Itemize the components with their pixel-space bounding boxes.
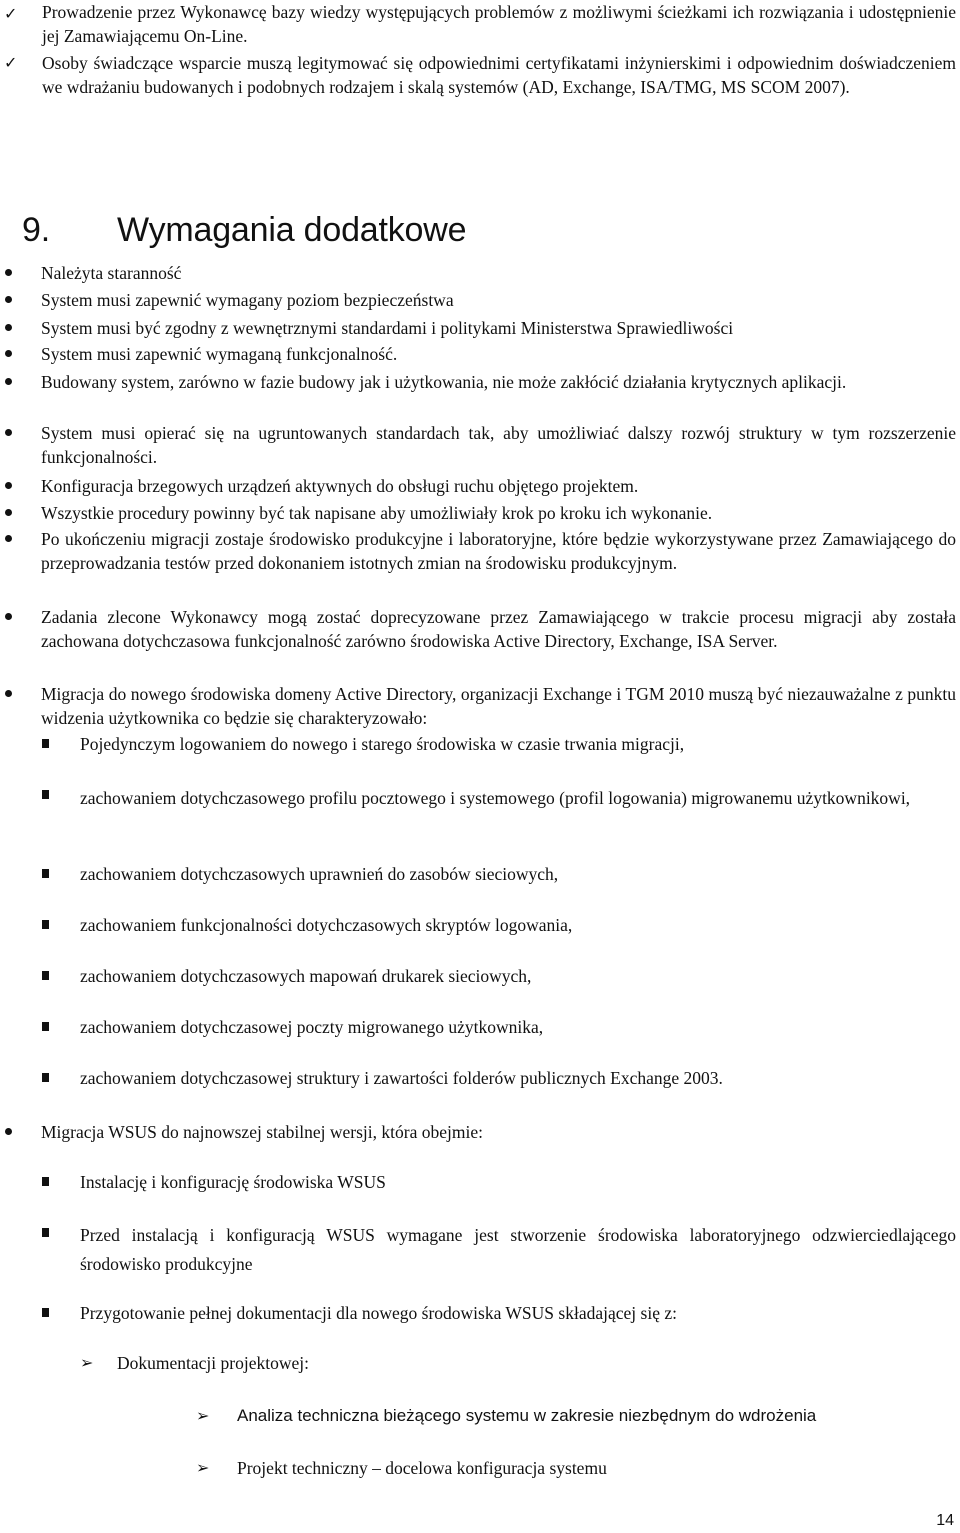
square-bullet-icon bbox=[42, 790, 49, 799]
bullet-text: Wszystkie procedury powinny być tak napisane aby umożliwiały krok po kroku ich wykonanie. bbox=[41, 503, 713, 523]
bullet-text: Migracja do nowego środowiska domeny Active Directory, organizacji Exchange i TGM 2010 muszą być niezauważalne z punktu widzenia użytkownika co będzie się charakteryzowało: bbox=[41, 684, 956, 728]
page-number: 14 bbox=[936, 1512, 954, 1529]
bullet-text: System musi opierać się na ugruntowanych standardach tak, aby umożliwiać dalszy rozwój struktury w tym rozszerzenie funkcjonalności. bbox=[41, 423, 956, 467]
sub-bullet-text: zachowaniem dotychczasowej struktury i zawartości folderów publicznych Exchange 2003. bbox=[80, 1068, 723, 1088]
bullet-icon bbox=[5, 613, 12, 620]
sub-bullet-text: zachowaniem dotychczasowej poczty migrowanego użytkownika, bbox=[80, 1017, 544, 1037]
bullet-text: Zadania zlecone Wykonawcy mogą zostać doprecyzowane przez Zamawiającego w trakcie procesu migracji aby została zachowana dotychczasowa funkcjonalność zarówno środowiska Active Directory, Exchange, ISA Server. bbox=[41, 607, 956, 651]
square-bullet-icon bbox=[42, 739, 49, 748]
bullet-text: Budowany system, zarówno w fazie budowy jak i użytkowania, nie może zakłócić działania krytycznych aplikacji. bbox=[41, 372, 847, 392]
sub-bullet-text: Przed instalacją i konfiguracją WSUS wymagane jest stworzenie środowiska laboratoryjnego odzwierciedlającego środowisko produkcyjne bbox=[80, 1225, 956, 1274]
sub-bullet-text: Instalację i konfigurację środowiska WSUS bbox=[80, 1172, 386, 1192]
square-bullet-icon bbox=[42, 971, 49, 980]
arrow-bullet-icon: ➢ bbox=[196, 1458, 210, 1477]
bullet-icon bbox=[5, 1128, 12, 1135]
bullet-text: Należyta staranność bbox=[41, 263, 182, 283]
square-bullet-icon bbox=[42, 869, 49, 878]
bullet-icon bbox=[5, 429, 12, 436]
checkmark-icon: ✓ bbox=[4, 4, 18, 23]
bullet-text: System musi zapewnić wymagany poziom bezpieczeństwa bbox=[41, 290, 454, 310]
section-title: Wymagania dodatkowe bbox=[117, 211, 467, 249]
sub-bullet-text: Pojedynczym logowaniem do nowego i starego środowiska w czasie trwania migracji, bbox=[80, 734, 685, 754]
checkmark-icon: ✓ bbox=[4, 53, 18, 72]
sub-bullet-text: zachowaniem dotychczasowych mapowań drukarek sieciowych, bbox=[80, 966, 532, 986]
arrow-item-text: Dokumentacji projektowej: bbox=[117, 1353, 309, 1373]
square-bullet-icon bbox=[42, 1228, 49, 1237]
square-bullet-icon bbox=[42, 1073, 49, 1082]
sub-bullet-text: zachowaniem dotychczasowego profilu pocztowego i systemowego (profil logowania) migrowanemu użytkownikowi, bbox=[80, 788, 911, 808]
bullet-icon bbox=[5, 378, 12, 385]
bullet-text: Migracja WSUS do najnowszej stabilnej wersji, która obejmie: bbox=[41, 1122, 483, 1142]
bullet-icon bbox=[5, 690, 12, 697]
square-bullet-icon bbox=[42, 1022, 49, 1031]
sub-bullet-text: zachowaniem funkcjonalności dotychczasowych skryptów logowania, bbox=[80, 915, 573, 935]
bullet-text: Konfiguracja brzegowych urządzeń aktywnych do obsługi ruchu objętego projektem. bbox=[41, 476, 639, 496]
arrow-bullet-icon: ➢ bbox=[80, 1353, 94, 1372]
check-item-text: Prowadzenie przez Wykonawcę bazy wiedzy występujących problemów z możliwymi ścieżkami ich rozwiązania i udostępnienie jej Zamawiającemu On-Line. bbox=[42, 2, 956, 46]
bullet-text: System musi być zgodny z wewnętrznymi standardami i politykami Ministerstwa Sprawiedliwości bbox=[41, 318, 734, 338]
bullet-icon bbox=[5, 509, 12, 516]
bullet-icon bbox=[5, 350, 12, 357]
square-bullet-icon bbox=[42, 1177, 49, 1186]
arrow-item-text: Analiza techniczna bieżącego systemu w zakresie niezbędnym do wdrożenia bbox=[237, 1406, 817, 1425]
bullet-text: Po ukończeniu migracji zostaje środowisko produkcyjne i laboratoryjne, które będzie wykorzystywane przez Zamawiającego do przeprowadzania testów przed dokonaniem istotnych zmian na środowisku produkcyjnym. bbox=[41, 529, 956, 573]
arrow-item-text: Projekt techniczny – docelowa konfiguracja systemu bbox=[237, 1458, 607, 1478]
bullet-icon bbox=[5, 535, 12, 542]
bullet-icon bbox=[5, 269, 12, 276]
sub-bullet-text: zachowaniem dotychczasowych uprawnień do zasobów sieciowych, bbox=[80, 864, 559, 884]
bullet-icon bbox=[5, 482, 12, 489]
check-item-text: Osoby świadczące wsparcie muszą legitymować się odpowiednimi certyfikatami inżynierskimi i odpowiednim doświadczeniem we wdrażaniu budowanych i podobnych rodzajem i skalą systemów (AD, Exchange, ISA/TMG, MS SCOM 2007). bbox=[42, 53, 956, 97]
sub-bullet-text: Przygotowanie pełnej dokumentacji dla nowego środowiska WSUS składającej się z: bbox=[80, 1303, 677, 1323]
section-heading bbox=[22, 210, 466, 250]
section-number: 9. bbox=[22, 211, 50, 249]
bullet-icon bbox=[5, 324, 12, 331]
bullet-icon bbox=[5, 296, 12, 303]
bullet-text: System musi zapewnić wymaganą funkcjonalność. bbox=[41, 344, 398, 364]
square-bullet-icon bbox=[42, 920, 49, 929]
arrow-bullet-icon: ➢ bbox=[196, 1406, 210, 1425]
square-bullet-icon bbox=[42, 1308, 49, 1317]
